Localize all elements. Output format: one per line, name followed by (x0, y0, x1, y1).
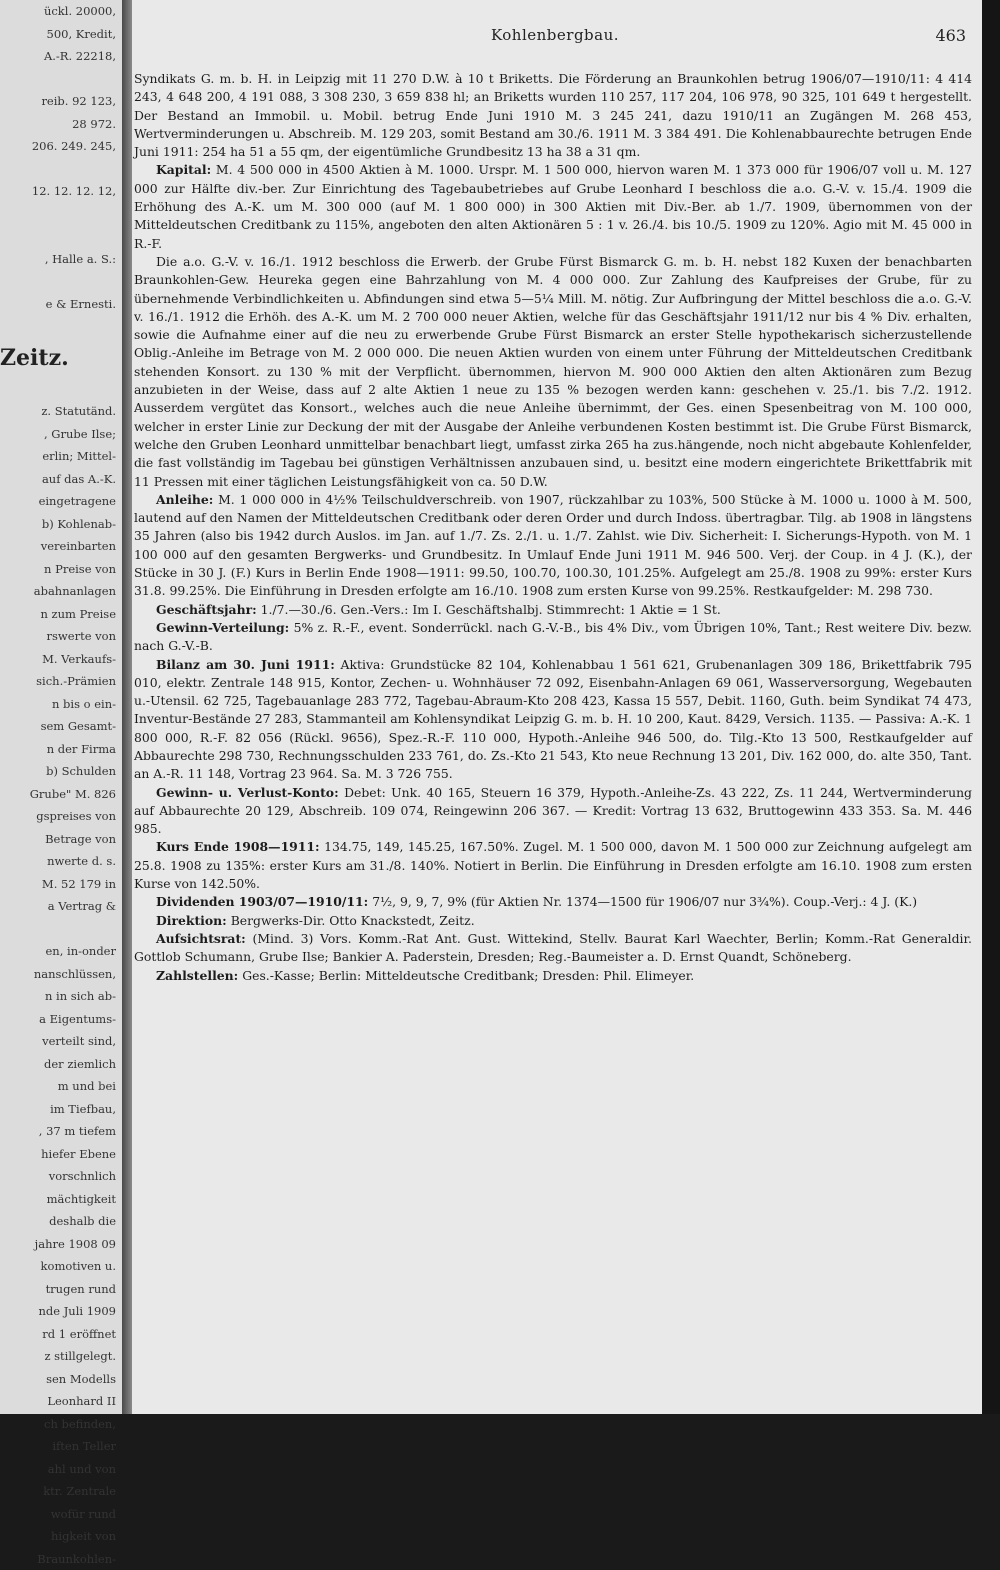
left-page-line: n in sich ab- (0, 985, 122, 1008)
paragraph-label: Geschäftsjahr: (156, 602, 257, 617)
paragraph-kurs (134, 838, 972, 893)
paragraph-label: Gewinn-Verteilung: (156, 620, 289, 635)
left-page-line: abahnanlagen (0, 580, 122, 603)
left-page-line (0, 203, 122, 226)
paragraph-geschaeftsjahr (134, 601, 972, 619)
paragraph-text: 5% z. R.-F., event. Sonderrückl. nach G.-V.-B., bis 4% Div., vom Übrigen 10%, Tant.; Rest weitere Div. bezw. nach G.-V.-B. (134, 620, 972, 653)
paragraph-bilanz (134, 656, 972, 784)
left-page-line: Leonhard II (0, 1390, 122, 1413)
paragraph-label: Zahlstellen: (156, 968, 238, 983)
paragraph-text: Debet: Unk. 40 165, Steuern 16 379, Hypoth.-Anleihe-Zs. 43 222, Zs. 11 244, Wertverminderung auf Abbaurechte 20 129, Abschreib. 109 074, Reingewinn 206 367. — Kredit: Vortrag 13 632, Bruttogewinn 433 353. Sa. M. 446 985. (134, 785, 972, 837)
left-page-line: eingetragene (0, 490, 122, 513)
paragraph-zahlstellen (134, 967, 972, 985)
left-page-line (0, 918, 122, 941)
left-page-line: Zeitz. (0, 338, 122, 378)
left-page-line (0, 270, 122, 293)
left-page-line: nde Juli 1909 (0, 1300, 122, 1323)
left-page-fragment (0, 0, 122, 1414)
left-page-line: 12. 12. 12. 12, (0, 180, 122, 203)
left-page-line: 206. 249. 245, (0, 135, 122, 158)
left-page-line: trugen rund (0, 1278, 122, 1301)
left-page-line: mächtigkeit (0, 1188, 122, 1211)
left-page-line: z. Statutänd. (0, 400, 122, 423)
left-page-line: iften Teller (0, 1435, 122, 1458)
left-page-line: rswerte von (0, 625, 122, 648)
left-page-line: sem Gesamt- (0, 715, 122, 738)
paragraph-label: Direktion: (156, 913, 227, 928)
left-page-line: higkeit von (0, 1525, 122, 1548)
paragraph-label: Kurs Ende 1908—1911: (156, 839, 320, 854)
left-page-line: M. 52 179 in (0, 873, 122, 896)
left-page-line: der ziemlich (0, 1053, 122, 1076)
paragraph-text: M. 4 500 000 in 4500 Aktien à M. 1000. Urspr. M. 1 500 000, hiervon waren M. 1 373 000 für 1906/07 voll u. M. 127 000 zur Hälfte div.-ber. Zur Einrichtung des Tagebaubetriebes auf Grube Leonhard I beschloss die a.o. G.-V. v. 15./4. 1909 die Erhöhung des A.-K. um M. 300 000 (auf M. 1 800 000) in 300 Aktien mit Div.-Ber. ab 1./7. 1909, übernommen von der Mitteldeutschen Creditbank zu 115%, angeboten den alten Aktionären 5 : 1 v. 26./4. bis 10./5. 1909 zu 120%. Agio mit M. 45 000 in R.-F. (134, 162, 972, 250)
paragraph-text: Bergwerks-Dir. Otto Knackstedt, Zeitz. (231, 913, 475, 928)
left-page-line: a Vertrag & (0, 895, 122, 918)
left-page-line (0, 158, 122, 181)
page-edge (982, 0, 1000, 1414)
left-page-line: verteilt sind, (0, 1030, 122, 1053)
right-page (132, 0, 982, 1414)
left-page-line: Grube" M. 826 (0, 783, 122, 806)
left-page-line: , 37 m tiefem (0, 1120, 122, 1143)
left-page-line: wofür rund (0, 1503, 122, 1526)
left-page-line: reib. 92 123, (0, 90, 122, 113)
paragraph-text: Syndikats G. m. b. H. in Leipzig mit 11 270 D.W. à 10 t Briketts. Die Förderung an Braunkohlen betrug 1906/07—1910/11: 4 414 243, 4 648 200, 4 191 088, 3 308 230, 3 659 838 hl; an Briketts wurden 110 257, 117 204, 106 978, 90 325, 101 649 t hergestellt. Der Bestand an Immobil. u. Mobil. betrug Ende Juni 1910 M. 3 245 241, dazu 1910/11 an Zugängen M. 268 453, Wertverminderungen u. Abschreib. M. 129 203, somit Bestand am 30./6. 1911 M. 3 384 491. Die Kohlenabbaurechte betrugen Ende Juni 1911: 254 ha 51 a 55 qm, der eigentümliche Grundbesitz 13 ha 38 a 31 qm. (134, 71, 972, 159)
paragraph-text: Aktiva: Grundstücke 82 104, Kohlenabbau 1 561 621, Grubenanlagen 309 186, Brikettfabrik 795 010, elektr. Zentrale 148 915, Kontor, Zechen- u. Wohnhäuser 72 092, Eisenbahn-Anlagen 69 061, Wasserversorgung, Wegebauten u.-Utensil. 62 725, Tagebauanlage 283 772, Tagebau-Abraum-Kto 208 423, Kassa 15 557, Debit. 1160, Guth. beim Syndikat 74 473, Inventur-Bestände 27 283, Stammanteil am Kohlensyndikat Leipzig G. m. b. H. 10 200, Kaut. 8429, Versich. 1135. — Passiva: A.-K. 1 800 000, R.-F. 82 056 (Rückl. 9656), Spez.-R.-F. 110 000, Hypoth.-Anleihe 946 500, do. Tilg.-Kto 13 500, Restkaufgelder auf Abbaurechte 298 730, Rechnungsschulden 233 761, do. Zs.-Kto 21 543, Kto neue Rechnung 13 201, Div. 162 000, do. alte 350, Tant. an A.-R. 11 148, Vortrag 23 964. Sa. M. 3 726 755. (134, 657, 972, 782)
left-page-line: M. Verkaufs- (0, 648, 122, 671)
paragraph-text: 7½, 9, 9, 7, 9% (für Aktien Nr. 1374—1500 für 1906/07 nur 3¾%). Coup.-Verj.: 4 J. (K.) (372, 894, 917, 909)
left-page-line: a Eigentums- (0, 1008, 122, 1031)
left-page-line: m und bei (0, 1075, 122, 1098)
paragraph-text: Die a.o. G.-V. v. 16./1. 1912 beschloss die Erwerb. der Grube Fürst Bismarck G. m. b. H. nebst 182 Kuxen der benachbarten Braunkohlen-Gew. Heureka gegen eine Bahrzahlung von M. 4 000 000. Zur Zahlung des Kaufpreises der Grube, für zu übernehmende Verbindlichkeiten u. Abfindungen sind etwa 5—5¼ Mill. M. nötig. Zur Aufbringung der Mittel beschloss die a.o. G.-V. v. 16./1. 1912 die Erhöh. des A.-K. um M. 2 700 000 neuer Aktien, welche für das Geschäftsjahr 1911/12 nur bis 4 % Div. erhalten, sowie die Aufnahme einer auf die neu zu erwerbende Grube Fürst Bismarck an erster Stelle hypothekarisch sicherzustellende Oblig.-Anleihe im Betrage von M. 2 000 000. Die neuen Aktien wurden von einem unter Führung der Mitteldeutschen Creditbank stehenden Konsort. zu 130 % mit der Verpflicht. übernommen, hiervon M. 900 000 Aktien den alten Aktionären zum Bezug anzubieten in der Weise, dass auf 2 alte Aktien 1 neue zu 135 % bezogen werden kann: geschehen v. 25./1. bis 7./2. 1912. Ausserdem vergütet das Konsort., welches auch die neue Anleihe übernimmt, der Ges. einen Spesenbeitrag von M. 100 000, welcher in erster Linie zur Deckung der mit der Ausgabe der Anleihe verbundenen Kosten bestimmt ist. Die Grube Fürst Bismarck, welche den Gruben Leonhard unmittelbar benachbart liegt, umfasst zirka 265 ha zus.hängende, noch nicht abgebaute Kohlenfelder, die fast vollständig im Tagebau bei günstigen Verhältnissen anzubauen sind, u. besitzt eine modern eingerichtete Brikettfabrik mit 11 Pressen mit einer täglichen Leistungsfähigkeit von ca. 50 D.W. (134, 254, 972, 489)
left-page-line (0, 68, 122, 91)
left-page-line: jahre 1908 09 (0, 1233, 122, 1256)
running-title: Kohlenbergbau. (132, 26, 978, 44)
left-page-line: , Grube Ilse; (0, 423, 122, 446)
left-page-line: ktr. Zentrale (0, 1480, 122, 1503)
left-page-line: hiefer Ebene (0, 1143, 122, 1166)
left-page-line: ahl und von (0, 1458, 122, 1481)
left-page-line: gspreises von (0, 805, 122, 828)
left-page-line: rd 1 eröffnet (0, 1323, 122, 1346)
left-page-line: sich.-Prämien (0, 670, 122, 693)
left-page-line: , Halle a. S.: (0, 248, 122, 271)
paragraph-text: Ges.-Kasse; Berlin: Mitteldeutsche Creditbank; Dresden: Phil. Elimeyer. (242, 968, 694, 983)
paragraph-gewinnverteilung (134, 619, 972, 656)
left-page-line: vorschnlich (0, 1165, 122, 1188)
left-page-line: n zum Preise (0, 603, 122, 626)
left-page-line (0, 315, 122, 338)
left-page-line: b) Schulden (0, 760, 122, 783)
left-page-line: nanschlüssen, (0, 963, 122, 986)
left-page-line: n Preise von (0, 558, 122, 581)
paragraph-text: M. 1 000 000 in 4½% Teilschuldverschreib. von 1907, rückzahlbar zu 103%, 500 Stücke à M. 1000 u. 1000 à M. 500, lautend auf den Namen der Mitteldeutschen Creditbank oder deren Order und durch Indoss. übertragbar. Tilg. ab 1908 in längstens 35 Jahren (also bis 1942 durch Auslos. im Jan. auf 1./7. Zs. 2./1. u. 1./7. Zahlst. wie Div. Sicherheit: I. Sicherungs-Hypoth. von M. 1 100 000 auf den gesamten Bergwerks- und Grundbesitz. In Umlauf Ende Juni 1911 M. 946 500. Verj. der Coup. in 4 J. (K.), der Stücke in 30 J. (F.) Kurs in Berlin Ende 1908—1911: 99.50, 100.70, 100.30, 101.25%. Aufgelegt am 25./8. 1908 zu 99%: erster Kurs 31.8. 99.25%. Die Einführung in Dresden erfolgte am 16./10. 1908 zum ersten Kurse von 99.25%. Restkaufgelder: M. 298 730. (134, 492, 972, 598)
paragraph-label: Gewinn- u. Verlust-Konto: (156, 785, 339, 800)
left-page-line: en, in-onder (0, 940, 122, 963)
left-page-line: im Tiefbau, (0, 1098, 122, 1121)
paragraph-anleihe (134, 491, 972, 601)
page-header (132, 0, 978, 48)
left-page-line: ch befinden, (0, 1413, 122, 1436)
left-page-line: Braunkohlen- (0, 1548, 122, 1570)
left-page-line: sen Modells (0, 1368, 122, 1391)
left-page-line: auf das A.-K. (0, 468, 122, 491)
paragraph-syndikat (134, 70, 972, 161)
book-gutter (122, 0, 132, 1414)
paragraph-aufsichtsrat (134, 930, 972, 967)
paragraph-label: Aufsichtsrat: (156, 931, 246, 946)
paragraph-label: Kapital: (156, 162, 211, 177)
paragraph-gewinnkonto (134, 784, 972, 839)
paragraph-dividenden (134, 893, 972, 911)
left-page-line (0, 378, 122, 401)
left-page-line: komotiven u. (0, 1255, 122, 1278)
left-page-line: e & Ernesti. (0, 293, 122, 316)
paragraph-erwerb (134, 253, 972, 491)
left-page-line: ückl. 20000, (0, 0, 122, 23)
left-page-line: 28 972. (0, 113, 122, 136)
page-number: 463 (935, 26, 966, 45)
left-page-line (0, 225, 122, 248)
paragraph-text: 134.75, 149, 145.25, 167.50%. Zugel. M. 1 500 000, davon M. 1 500 000 zur Zeichnung aufgelegt am 25.8. 1908 zu 135%: erster Kurs am 31./8. 140%. Notiert in Berlin. Die Einführung in Dresden erfolgte am 16.10. 1908 zum ersten Kurse von 142.50%. (134, 839, 972, 891)
left-page-line: n bis o ein- (0, 693, 122, 716)
left-page-line: Betrage von (0, 828, 122, 851)
left-page-line: z stillgelegt. (0, 1345, 122, 1368)
left-page-line: erlin; Mittel- (0, 445, 122, 468)
left-page-line: nwerte d. s. (0, 850, 122, 873)
paragraph-label: Anleihe: (156, 492, 213, 507)
paragraph-label: Dividenden 1903/07—1910/11: (156, 894, 368, 909)
paragraph-text: 1./7.—30./6. Gen.-Vers.: Im I. Geschäftshalbj. Stimmrecht: 1 Aktie = 1 St. (261, 602, 721, 617)
paragraph-kapital (134, 161, 972, 252)
left-page-line: deshalb die (0, 1210, 122, 1233)
left-page-line: A.-R. 22218, (0, 45, 122, 68)
left-page-line: 500, Kredit, (0, 23, 122, 46)
body-text (132, 48, 982, 985)
left-page-line: vereinbarten (0, 535, 122, 558)
paragraph-text: (Mind. 3) Vors. Komm.-Rat Ant. Gust. Wittekind, Stellv. Baurat Karl Waechter, Berlin; Komm.-Rat Generaldir. Gottlob Schumann, Grube Ilse; Bankier A. Paderstein, Dresden; Reg.-Baumeister a. D. Ernst Quandt, Schöneberg. (134, 931, 972, 964)
left-page-line: b) Kohlenab- (0, 513, 122, 536)
paragraph-direktion (134, 912, 972, 930)
paragraph-label: Bilanz am 30. Juni 1911: (156, 657, 335, 672)
left-page-line: n der Firma (0, 738, 122, 761)
